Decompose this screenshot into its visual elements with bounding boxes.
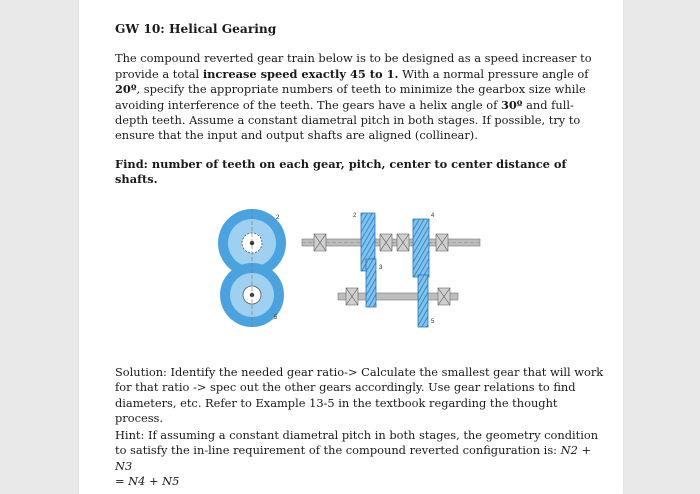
label-3: 3 xyxy=(379,265,383,271)
gear-5 xyxy=(418,275,428,327)
intro-part-4: and full-depth teeth. Assume a constant diametral pitch in both stages. If possible, try to ensure that the input and output shafts are aligned (collinear). xyxy=(115,97,581,143)
label-2: 2 xyxy=(276,215,280,221)
solution-text: Solution: Identify the needed gear ratio-> Calculate the smallest gear that will work for that ratio -> spec out the other gears accordingly. Use gear relations to find diameters, etc. Refer to Example 13-5 in the textbook regarding the thought process. xyxy=(115,365,604,426)
hint-eq-mid: = xyxy=(115,474,129,489)
intro-part-2: With a normal pressure angle of xyxy=(398,66,589,81)
gear-side-view xyxy=(302,213,480,327)
hint-body: Hint: If assuming a constant diametral pitch in both stages, the geometry condition to satisfy the in-line requirement of the compound reverted configuration is: xyxy=(115,428,599,458)
hint-text xyxy=(115,428,605,490)
label-5-left: 5 xyxy=(274,315,278,321)
problem-statement xyxy=(115,51,605,143)
gear-4 xyxy=(413,219,429,277)
label-4: 4 xyxy=(431,213,435,219)
intro-part-3: , specify the appropriate numbers of teeth to minimize the gearbox size while avoiding interference of the teeth. The gears have a helix angle of xyxy=(115,82,586,112)
problem-text xyxy=(115,22,605,188)
label-5: 5 xyxy=(431,319,435,325)
hint-eq-right: N4 + N5 xyxy=(128,474,180,489)
gear-face-view xyxy=(218,209,286,329)
find-statement: Find: number of teeth on each gear, pitch, center to center distance of shafts. xyxy=(115,156,567,187)
document-page xyxy=(79,0,623,494)
intro-bold-pressure-angle: 20º xyxy=(115,82,137,97)
intro-bold-ratio: increase speed exactly 45 to 1. xyxy=(202,66,399,81)
gear-train-figure xyxy=(115,205,605,340)
gear-3 xyxy=(366,259,376,307)
intro-bold-helix-angle: 30º xyxy=(500,97,523,112)
page-title: GW 10: Helical Gearing xyxy=(115,22,277,36)
gear-train-diagram xyxy=(210,205,510,340)
intro-part-1: The compound reverted gear train below is to be designed as a speed increaser to provide a total xyxy=(115,51,592,81)
hint-eq-left: N2 + N3 xyxy=(115,443,592,473)
label-2-side: 2 xyxy=(353,213,357,219)
